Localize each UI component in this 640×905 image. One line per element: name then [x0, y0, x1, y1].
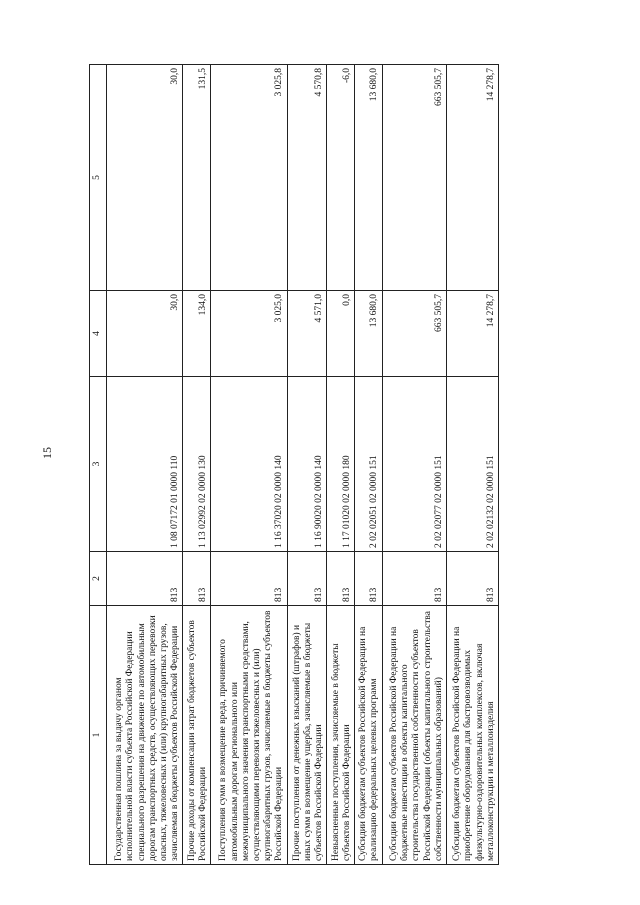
header-cell: 4 — [90, 291, 107, 377]
table-row — [327, 65, 355, 865]
amount-col4-cell: 14 278,7 — [446, 291, 498, 377]
amount-col4-cell: 30,0 — [107, 291, 183, 377]
amount-col5-cell: 14 278,7 — [446, 65, 498, 291]
revenue-table-container — [89, 65, 499, 865]
revenue-name-cell: Прочие доходы от компенсации затрат бюджетов субъектов Российской Федерации — [183, 606, 211, 865]
amount-col5-cell: 4 570,8 — [287, 65, 327, 291]
amount-col5-cell: -6,0 — [327, 65, 355, 291]
budget-code-cell: 2 02 02051 02 0000 151 — [355, 377, 383, 552]
table-row — [211, 65, 287, 865]
header-cell: 2 — [90, 552, 107, 606]
revenue-name-cell: Государственная пошлина за выдачу органом исполнительной власти субъекта Российской Федерации специального разрешения на движение по автомобильным дорогам транспортных средств, осуществляющих перевозки опасных, тяжеловесных и (или) крупногабаритных грузов, зачисляемая в бюджеты субъектов Российской Федерации — [107, 606, 183, 865]
amount-col5-cell: 3 025,8 — [211, 65, 287, 291]
table-row — [446, 65, 498, 865]
budget-code-cell: 1 08 07172 01 0000 110 — [107, 377, 183, 552]
revenue-name-cell: Субсидии бюджетам субъектов Российской Федерации на реализацию федеральных целевых программ — [355, 606, 383, 865]
revenue-name-cell: Прочие поступления от денежных взысканий (штрафов) и иных сумм в возмещение ущерба, зачисляемые в бюджеты субъектов Российской Федерации — [287, 606, 327, 865]
revenue-name-cell: Субсидии бюджетам субъектов Российской Федерации на приобретение оборудования для быстровозводимых физкультурно-оздоровительных комплексов, включая металлоконструкции и металлоизделия — [446, 606, 498, 865]
admin-code-cell: 813 — [446, 552, 498, 606]
budget-code-cell: 1 17 01020 02 0000 180 — [327, 377, 355, 552]
table-row — [183, 65, 211, 865]
amount-col4-cell: 134,0 — [183, 291, 211, 377]
header-cell: 1 — [90, 606, 107, 865]
amount-col5-cell: 663 505,7 — [382, 65, 446, 291]
admin-code-cell: 813 — [382, 552, 446, 606]
revenue-name-cell: Поступления сумм в возмещение вреда, причиняемого автомобильным дорогам регионального или межмуниципального значения транспортными средствами, осуществляющими перевозки тяжеловесных и (или) крупногабаритных грузов, зачисляемые в бюджеты субъектов Российской Федерации — [211, 606, 287, 865]
header-cell: 5 — [90, 65, 107, 291]
admin-code-cell: 813 — [327, 552, 355, 606]
budget-code-cell: 2 02 02077 02 0000 151 — [382, 377, 446, 552]
amount-col4-cell: 663 505,7 — [382, 291, 446, 377]
page-number: 15 — [40, 447, 54, 459]
budget-code-cell: 2 02 02132 02 0000 151 — [446, 377, 498, 552]
revenue-name-cell: Субсидии бюджетам субъектов Российской Федерации на бюджетные инвестиции в объекты капитального строительства государственной собственности субъектов Российской Федерации (объекты капитального строительства собственности муниципальных образований) — [382, 606, 446, 865]
table-row — [287, 65, 327, 865]
budget-code-cell: 1 16 90020 02 0000 140 — [287, 377, 327, 552]
revenue-name-cell: Невыясненные поступления, зачисляемые в бюджеты субъектов Российской Федерации — [327, 606, 355, 865]
budget-code-cell: 1 16 37020 02 0000 140 — [211, 377, 287, 552]
admin-code-cell: 813 — [183, 552, 211, 606]
amount-col5-cell: 131,5 — [183, 65, 211, 291]
amount-col5-cell: 13 680,0 — [355, 65, 383, 291]
header-cell: 3 — [90, 377, 107, 552]
table-header — [90, 65, 107, 865]
table-row — [382, 65, 446, 865]
amount-col4-cell: 3 025,0 — [211, 291, 287, 377]
table-row — [355, 65, 383, 865]
amount-col4-cell: 0,0 — [327, 291, 355, 377]
header-row — [90, 65, 107, 865]
revenue-table — [89, 64, 499, 865]
admin-code-cell: 813 — [355, 552, 383, 606]
amount-col5-cell: 30,0 — [107, 65, 183, 291]
admin-code-cell: 813 — [107, 552, 183, 606]
amount-col4-cell: 4 571,0 — [287, 291, 327, 377]
budget-code-cell: 1 13 02992 02 0000 130 — [183, 377, 211, 552]
table-row — [107, 65, 183, 865]
admin-code-cell: 813 — [287, 552, 327, 606]
amount-col4-cell: 13 680,0 — [355, 291, 383, 377]
admin-code-cell: 813 — [211, 552, 287, 606]
